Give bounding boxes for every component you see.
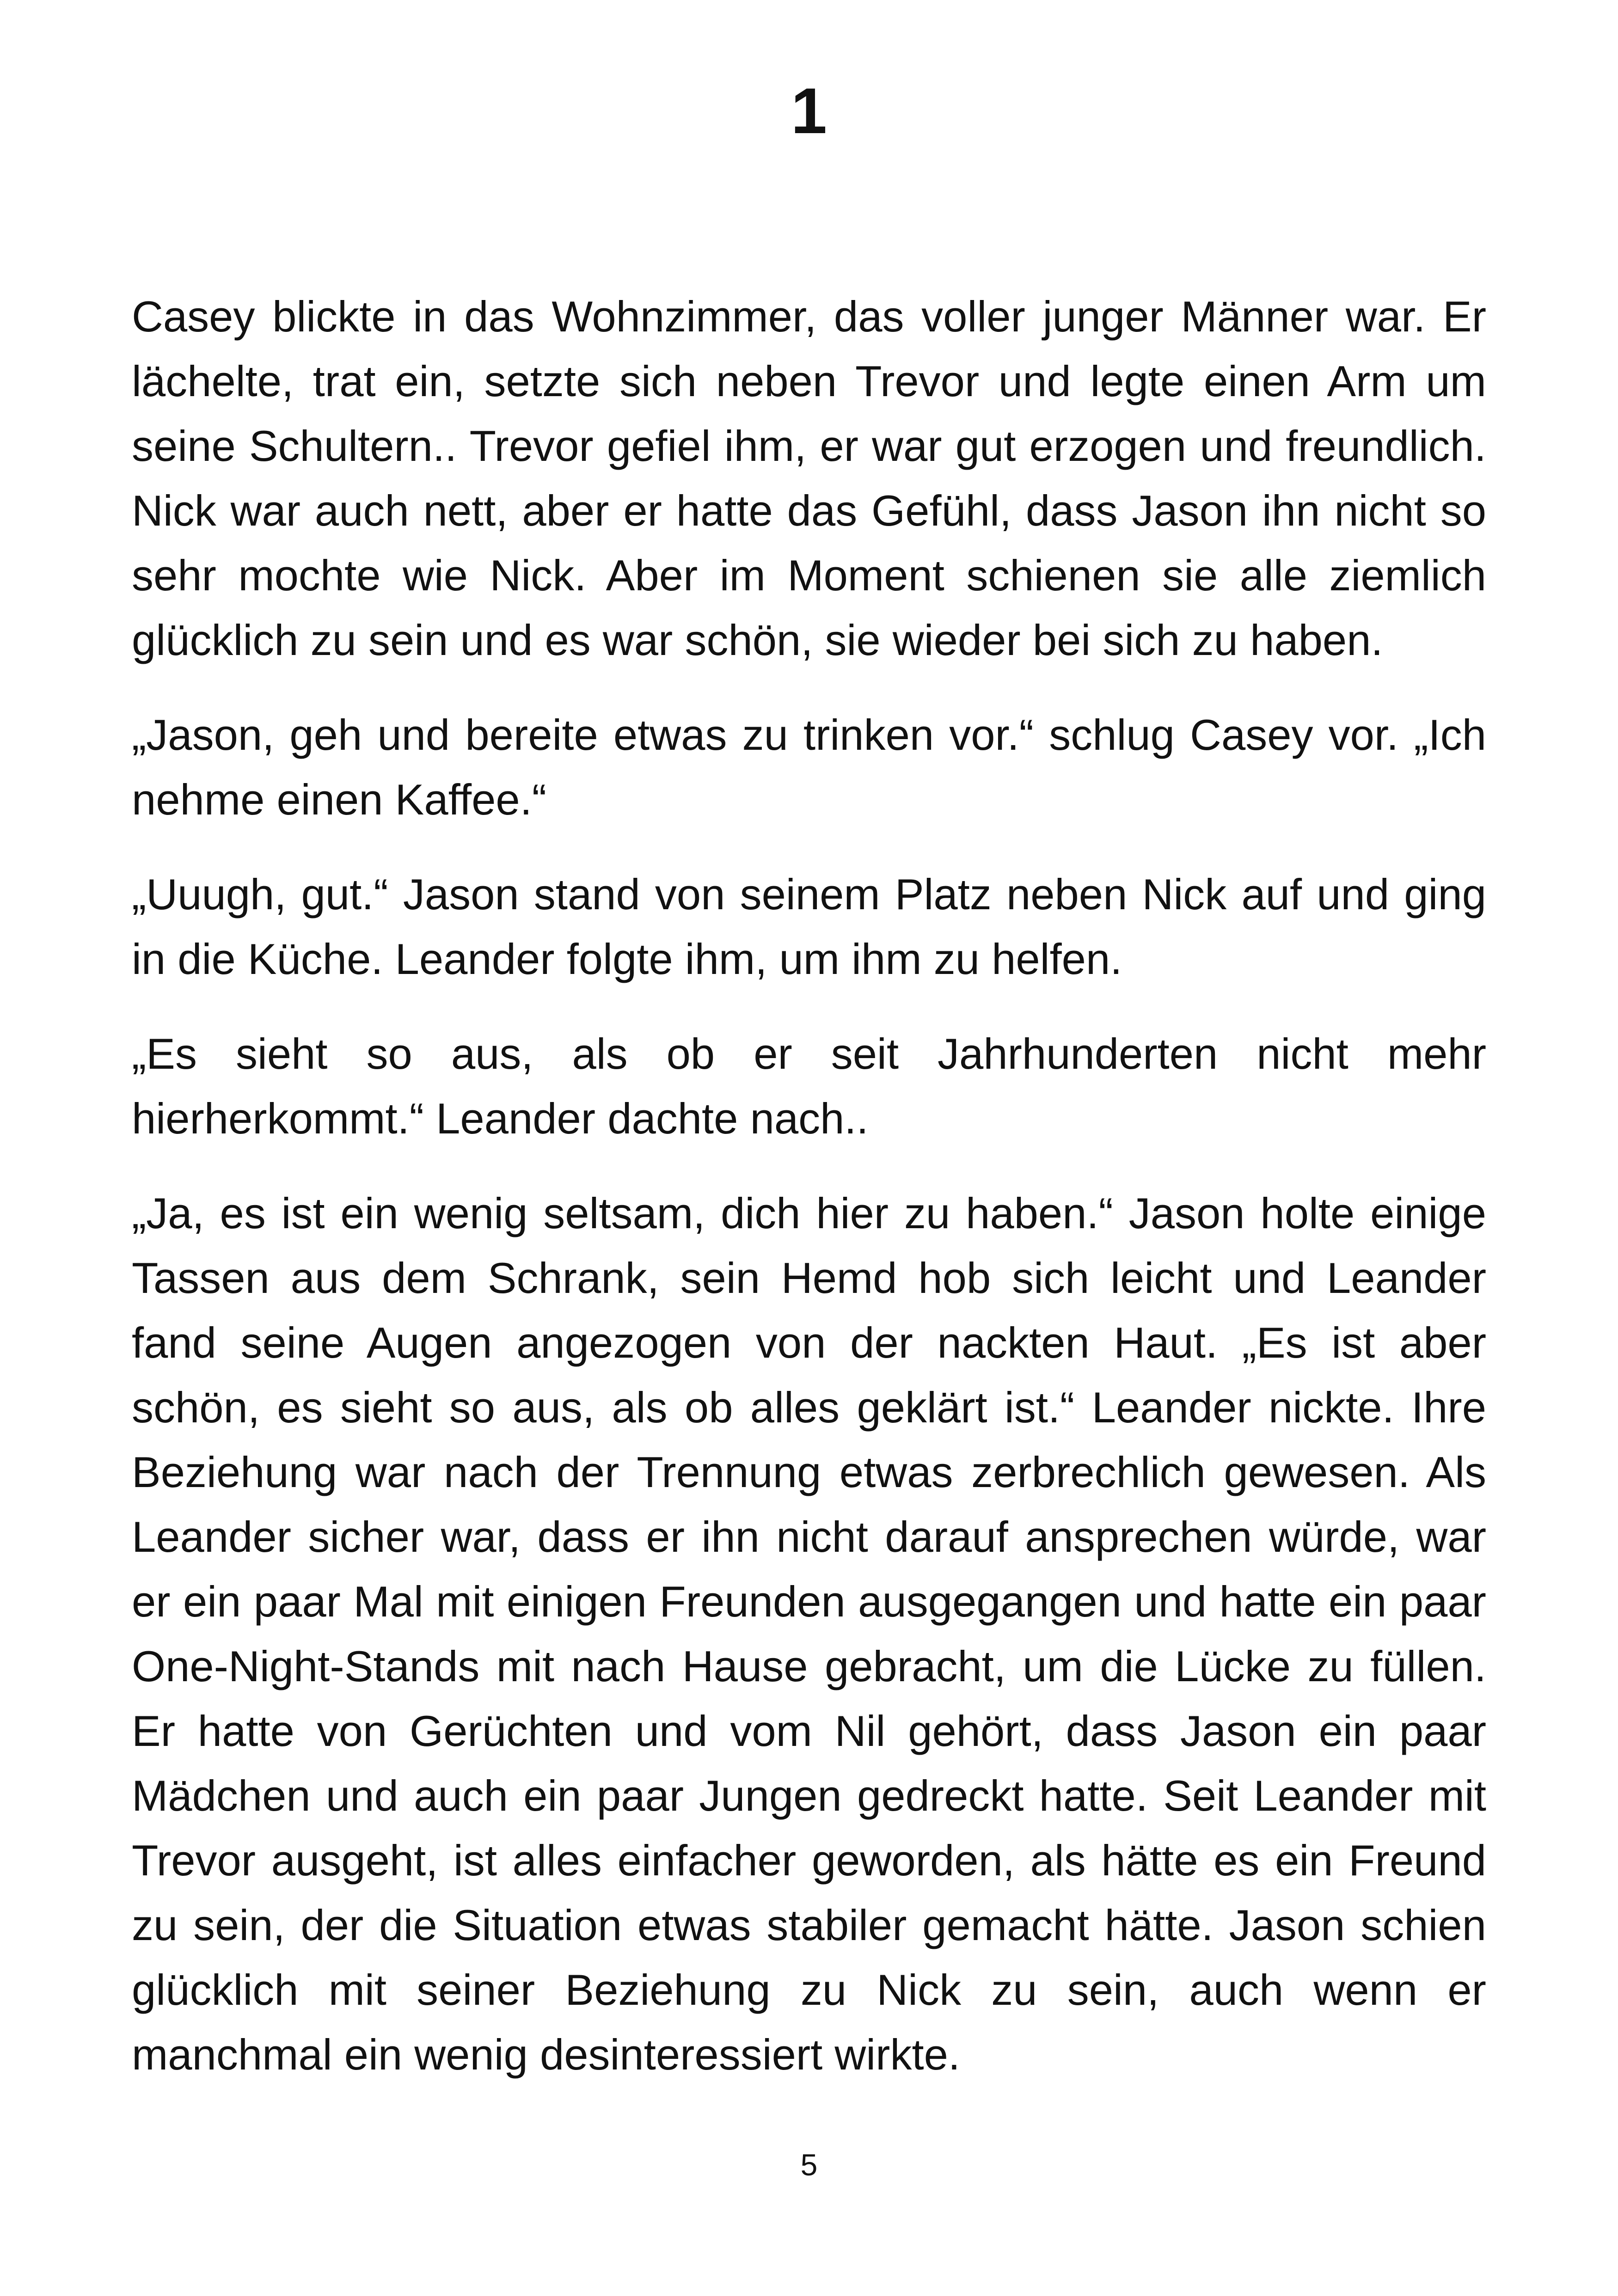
body-text bbox=[132, 284, 1486, 2117]
paragraph: „Uuugh, gut.“ Jason stand von seinem Platz neben Nick auf und ging in die Küche. Leander folgte ihm, um ihm zu helfen. bbox=[132, 870, 1486, 983]
paragraph: „Ja, es ist ein wenig seltsam, dich hier zu haben.“ Jason holte einige Tassen aus dem Schrank, sein Hemd hob sich leicht und Leander fand seine Augen angezogen von der nackten Haut. „Es ist aber schön, es sieht so aus, als ob alles geklärt ist.“ Leander nickte. Ihre Beziehung war nach der Trennung etwas zerbrechlich gewesen. Als Leander sicher war, dass er ihn nicht darauf ansprechen würde, war er ein paar Mal mit einigen Freunden ausgegangen und hatte ein paar One-Night-Stands mit nach Hause gebracht, um die Lücke zu füllen. Er hatte von Gerüchten und vom Nil gehört, dass Jason ein paar Mädchen und auch ein paar Jungen gedreckt hatte. Seit Leander mit Trevor ausgeht, ist alles einfacher geworden, als hätte es ein Freund zu sein, der die Situation etwas stabiler gemacht hätte. Jason schien glücklich mit seiner Beziehung zu Nick zu sein, auch wenn er manchmal ein wenig desinteressiert wirkte. bbox=[132, 1189, 1486, 2079]
chapter-heading: 1 bbox=[791, 74, 827, 147]
page-number: 5 bbox=[800, 2148, 818, 2182]
paragraph: Casey blickte in das Wohnzimmer, das voller junger Männer war. Er lächelte, trat ein, setzte sich neben Trevor und legte einen Arm um seine Schultern.. Trevor gefiel ihm, er war gut erzogen und freundlich. Nick war auch nett, aber er hatte das Gefühl, dass Jason ihn nicht so sehr mochte wie Nick. Aber im Moment schienen sie alle ziemlich glücklich zu sein und es war schön, sie wieder bei sich zu haben. bbox=[132, 292, 1486, 664]
paragraph: „Es sieht so aus, als ob er seit Jahrhunderten nicht mehr hierherkommt.“ Leander dachte nach.. bbox=[132, 1029, 1486, 1143]
paragraph: „Jason, geh und bereite etwas zu trinken vor.“ schlug Casey vor. „Ich nehme einen Kaffee.“ bbox=[132, 710, 1486, 824]
